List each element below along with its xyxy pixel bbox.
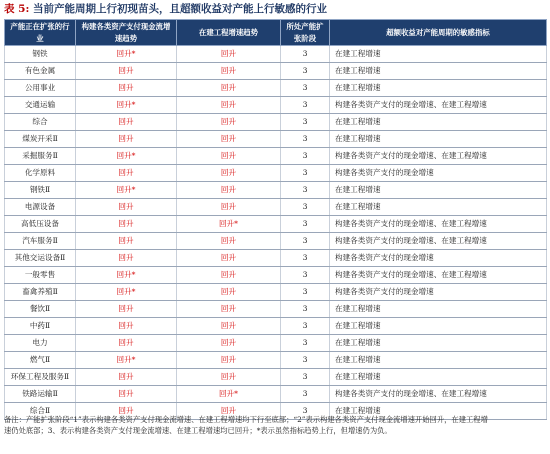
stage-cell: 3 — [281, 165, 330, 182]
industry-cell: 一般零售 — [5, 267, 76, 284]
industry-cell: 汽车服务Ⅱ — [5, 233, 76, 250]
construction-trend-cell: 回升 — [177, 318, 281, 335]
construction-trend-cell: 回升* — [177, 216, 281, 233]
table-row — [5, 369, 547, 386]
construction-trend-cell: 回升 — [177, 46, 281, 63]
indicator-cell: 在建工程增速 — [330, 46, 547, 63]
indicator-cell: 构建各类资产支付的现金增速 — [330, 165, 547, 182]
indicator-cell: 在建工程增速 — [330, 318, 547, 335]
cashflow-trend-cell: 回升 — [76, 386, 177, 403]
industry-cell: 铁路运输Ⅱ — [5, 386, 76, 403]
indicator-cell: 在建工程增速 — [330, 369, 547, 386]
table-header-row — [5, 20, 547, 46]
indicator-cell: 构建各类资产支付的现金增速、在建工程增速 — [330, 216, 547, 233]
cashflow-trend-cell: 回升 — [76, 199, 177, 216]
indicator-cell: 构建各类资产支付的现金增速 — [330, 250, 547, 267]
stage-cell: 3 — [281, 403, 330, 420]
cashflow-trend-cell: 回升 — [76, 114, 177, 131]
construction-trend-cell: 回升 — [177, 114, 281, 131]
cashflow-trend-cell: 回升* — [76, 182, 177, 199]
construction-trend-cell: 回升 — [177, 63, 281, 80]
construction-trend-cell: 回升 — [177, 80, 281, 97]
table-row — [5, 284, 547, 301]
construction-trend-cell: 回升 — [177, 267, 281, 284]
industry-cell: 化学原料 — [5, 165, 76, 182]
industry-cell: 公用事业 — [5, 80, 76, 97]
stage-cell: 3 — [281, 63, 330, 80]
industry-cell: 中药Ⅱ — [5, 318, 76, 335]
cashflow-trend-cell: 回升* — [76, 267, 177, 284]
table-row — [5, 335, 547, 352]
cashflow-trend-cell: 回升 — [76, 216, 177, 233]
industry-cell: 钢铁 — [5, 46, 76, 63]
footnote-line-2: 速仍处底部；3、表示构建各类资产支付现金流增速、在建工程增速均已回升；*表示虽然指标趋势上行，但增速仍为负。 — [4, 426, 392, 435]
table-row — [5, 148, 547, 165]
table-row — [5, 165, 547, 182]
header-indicator: 超额收益对产能周期的敏感指标 — [330, 20, 547, 46]
table-row — [5, 46, 547, 63]
stage-cell: 3 — [281, 199, 330, 216]
cashflow-trend-cell: 回升 — [76, 63, 177, 80]
indicator-cell: 构建各类资产支付的现金增速 — [330, 284, 547, 301]
industry-table — [4, 19, 547, 420]
cashflow-trend-cell: 回升 — [76, 301, 177, 318]
table-body — [5, 46, 547, 420]
industry-cell: 畜禽养殖Ⅱ — [5, 284, 76, 301]
cashflow-trend-cell: 回升 — [76, 369, 177, 386]
cashflow-trend-cell: 回升* — [76, 97, 177, 114]
table-row — [5, 352, 547, 369]
construction-trend-cell: 回升 — [177, 352, 281, 369]
industry-cell: 高低压设备 — [5, 216, 76, 233]
cashflow-trend-cell: 回升 — [76, 403, 177, 420]
header-cashflow-trend: 构建各类资产支付现金流增速趋势 — [76, 20, 177, 46]
table-row — [5, 131, 547, 148]
construction-trend-cell: 回升 — [177, 199, 281, 216]
indicator-cell: 在建工程增速 — [330, 335, 547, 352]
footnote — [4, 414, 546, 436]
stage-cell: 3 — [281, 131, 330, 148]
construction-trend-cell: 回升 — [177, 369, 281, 386]
stage-cell: 3 — [281, 352, 330, 369]
table-row — [5, 216, 547, 233]
stage-cell: 3 — [281, 114, 330, 131]
table-row — [5, 267, 547, 284]
industry-cell: 燃气Ⅱ — [5, 352, 76, 369]
cashflow-trend-cell: 回升 — [76, 250, 177, 267]
stage-cell: 3 — [281, 80, 330, 97]
table-row — [5, 386, 547, 403]
table-row — [5, 318, 547, 335]
cashflow-trend-cell: 回升 — [76, 165, 177, 182]
industry-cell: 餐饮Ⅱ — [5, 301, 76, 318]
table-row — [5, 97, 547, 114]
indicator-cell: 在建工程增速 — [330, 182, 547, 199]
construction-trend-cell: 回升 — [177, 131, 281, 148]
table-row — [5, 182, 547, 199]
industry-cell: 钢铁Ⅱ — [5, 182, 76, 199]
stage-cell: 3 — [281, 216, 330, 233]
table-row — [5, 301, 547, 318]
indicator-cell: 构建各类资产支付的现金增速、在建工程增速 — [330, 267, 547, 284]
cashflow-trend-cell: 回升* — [76, 284, 177, 301]
table-row — [5, 63, 547, 80]
construction-trend-cell: 回升 — [177, 250, 281, 267]
table-title — [4, 2, 327, 16]
table-row — [5, 80, 547, 97]
cashflow-trend-cell: 回升 — [76, 80, 177, 97]
industry-cell: 综合 — [5, 114, 76, 131]
construction-trend-cell: 回升 — [177, 97, 281, 114]
indicator-cell: 构建各类资产支付的现金增速、在建工程增速 — [330, 386, 547, 403]
construction-trend-cell: 回升 — [177, 284, 281, 301]
industry-cell: 环保工程及服务Ⅱ — [5, 369, 76, 386]
stage-cell: 3 — [281, 46, 330, 63]
stage-cell: 3 — [281, 182, 330, 199]
stage-cell: 3 — [281, 148, 330, 165]
table-row — [5, 114, 547, 131]
cashflow-trend-cell: 回升* — [76, 148, 177, 165]
construction-trend-cell: 回升 — [177, 233, 281, 250]
indicator-cell: 在建工程增速 — [330, 199, 547, 216]
indicator-cell: 在建工程增速 — [330, 63, 547, 80]
stage-cell: 3 — [281, 318, 330, 335]
indicator-cell: 在建工程增速 — [330, 403, 547, 420]
construction-trend-cell: 回升 — [177, 165, 281, 182]
indicator-cell: 构建各类资产支付的现金增速、在建工程增速 — [330, 148, 547, 165]
industry-cell: 煤炭开采Ⅱ — [5, 131, 76, 148]
indicator-cell: 构建各类资产支付的现金增速、在建工程增速 — [330, 97, 547, 114]
header-stage: 所处产能扩张阶段 — [281, 20, 330, 46]
table-number: 表 5: — [4, 3, 30, 15]
construction-trend-cell: 回升 — [177, 182, 281, 199]
stage-cell: 3 — [281, 284, 330, 301]
table-row — [5, 250, 547, 267]
cashflow-trend-cell: 回升* — [76, 352, 177, 369]
industry-cell: 电源设备 — [5, 199, 76, 216]
construction-trend-cell: 回升 — [177, 148, 281, 165]
construction-trend-cell: 回升 — [177, 335, 281, 352]
industry-cell: 其他交运设备Ⅱ — [5, 250, 76, 267]
stage-cell: 3 — [281, 267, 330, 284]
stage-cell: 3 — [281, 250, 330, 267]
construction-trend-cell: 回升* — [177, 386, 281, 403]
stage-cell: 3 — [281, 335, 330, 352]
industry-cell: 采掘服务Ⅱ — [5, 148, 76, 165]
industry-cell: 有色金属 — [5, 63, 76, 80]
indicator-cell: 在建工程增速 — [330, 301, 547, 318]
cashflow-trend-cell: 回升 — [76, 233, 177, 250]
cashflow-trend-cell: 回升 — [76, 335, 177, 352]
stage-cell: 3 — [281, 369, 330, 386]
industry-cell: 综合Ⅱ — [5, 403, 76, 420]
indicator-cell: 在建工程增速 — [330, 131, 547, 148]
table-row — [5, 233, 547, 250]
construction-trend-cell: 回升 — [177, 403, 281, 420]
table-title-text: 当前产能周期上行初现苗头，且超额收益对产能上行敏感的行业 — [33, 3, 327, 15]
stage-cell: 3 — [281, 233, 330, 250]
industry-cell: 电力 — [5, 335, 76, 352]
indicator-cell: 构建各类资产支付的现金增速、在建工程增速 — [330, 233, 547, 250]
indicator-cell: 在建工程增速 — [330, 114, 547, 131]
indicator-cell: 在建工程增速 — [330, 352, 547, 369]
construction-trend-cell: 回升 — [177, 301, 281, 318]
table-row — [5, 199, 547, 216]
stage-cell: 3 — [281, 97, 330, 114]
header-industry: 产能正在扩张的行业 — [5, 20, 76, 46]
header-construction-trend: 在建工程增速趋势 — [177, 20, 281, 46]
footnote-line-1: 备注：产能扩张阶段“1”表示构建各类资产支付现金流增速、在建工程增速均下行至底部；“2”表示构建各类资产支付现金流增速开始回升，在建工程增 — [4, 415, 488, 424]
cashflow-trend-cell: 回升* — [76, 46, 177, 63]
industry-cell: 交通运输 — [5, 97, 76, 114]
stage-cell: 3 — [281, 386, 330, 403]
indicator-cell: 在建工程增速 — [330, 80, 547, 97]
cashflow-trend-cell: 回升 — [76, 131, 177, 148]
cashflow-trend-cell: 回升 — [76, 318, 177, 335]
stage-cell: 3 — [281, 301, 330, 318]
